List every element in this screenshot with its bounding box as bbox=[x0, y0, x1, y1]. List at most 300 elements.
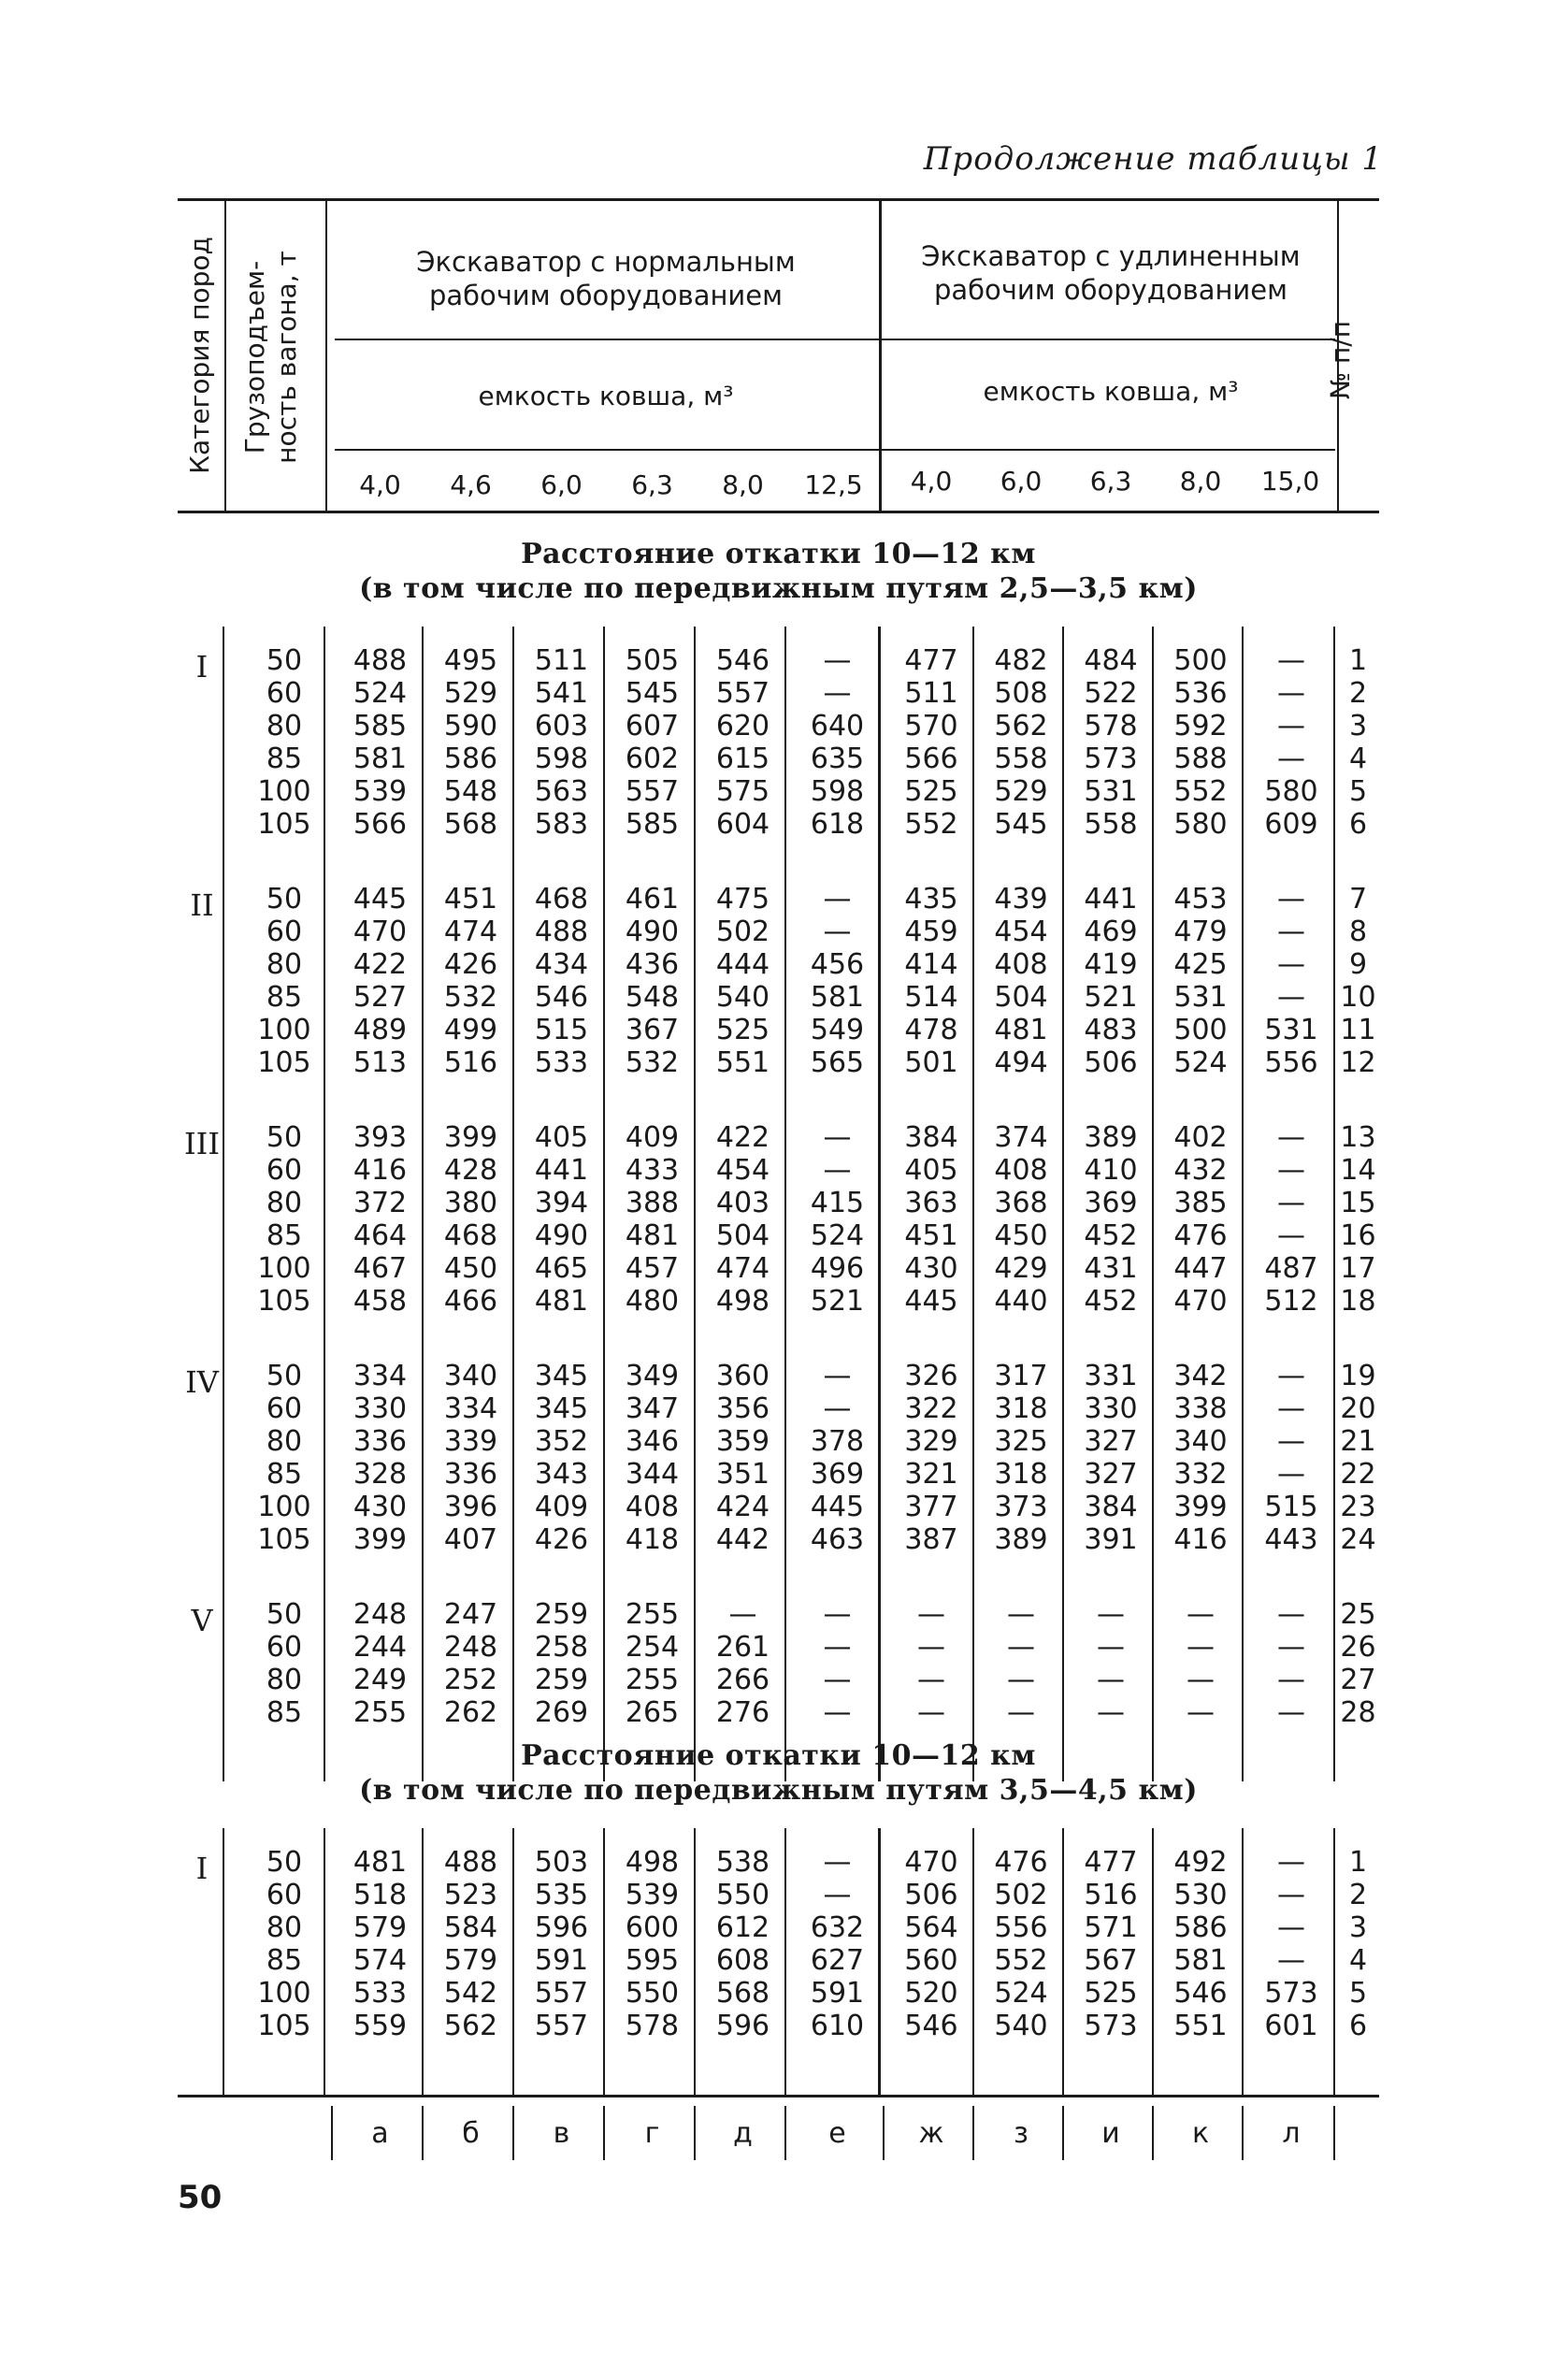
column-divider bbox=[1242, 1828, 1244, 2095]
data-cell: 399 bbox=[1173, 1491, 1228, 1523]
row-number-cell: 12 bbox=[1340, 1046, 1376, 1079]
data-cell: 545 bbox=[994, 808, 1048, 841]
data-cell: — bbox=[1277, 677, 1305, 710]
data-cell: 530 bbox=[1173, 1879, 1228, 1911]
data-cell: 586 bbox=[443, 742, 498, 775]
capacity-cell: 60 bbox=[266, 1631, 303, 1664]
data-cell: 502 bbox=[715, 915, 770, 948]
header-capacity: Грузоподъем- ность вагона, т bbox=[239, 251, 302, 464]
data-cell: — bbox=[1187, 1664, 1215, 1696]
capacity-cell: 60 bbox=[266, 1392, 303, 1425]
normal-bucket-4: 8,0 bbox=[722, 469, 764, 500]
data-cell: 441 bbox=[534, 1154, 589, 1187]
data-cell: 550 bbox=[715, 1879, 770, 1911]
data-cell: 356 bbox=[715, 1392, 770, 1425]
data-cell: 461 bbox=[625, 883, 680, 915]
data-cell: 349 bbox=[625, 1360, 680, 1392]
data-cell: 451 bbox=[443, 883, 498, 915]
data-cell: 550 bbox=[625, 1977, 680, 2010]
column-letter: б bbox=[462, 2117, 480, 2150]
data-cell: 490 bbox=[625, 915, 680, 948]
data-cell: 562 bbox=[994, 710, 1048, 742]
column-letter: а bbox=[371, 2117, 389, 2150]
row-number-cell: 17 bbox=[1340, 1252, 1376, 1285]
data-cell: 453 bbox=[1173, 883, 1228, 915]
data-cell: 332 bbox=[1173, 1458, 1228, 1491]
data-cell: 444 bbox=[715, 948, 770, 981]
data-cell: — bbox=[823, 1664, 852, 1696]
data-cell: 476 bbox=[994, 1846, 1048, 1879]
capacity-cell: 85 bbox=[266, 981, 303, 1014]
column-letter-divider bbox=[1152, 2106, 1154, 2160]
column-letter-divider bbox=[331, 2106, 333, 2160]
data-cell: 419 bbox=[1084, 948, 1138, 981]
data-cell: 387 bbox=[904, 1523, 958, 1556]
column-divider bbox=[512, 1828, 514, 2095]
data-cell: 409 bbox=[534, 1491, 589, 1523]
category-label: IV bbox=[185, 1364, 219, 1400]
data-cell: 568 bbox=[715, 1977, 770, 2010]
data-cell: 505 bbox=[625, 644, 680, 677]
data-cell: 328 bbox=[352, 1458, 408, 1491]
data-cell: 255 bbox=[352, 1696, 408, 1729]
data-cell: — bbox=[917, 1631, 945, 1664]
capacity-cell: 80 bbox=[266, 1911, 303, 1944]
row-number-cell: 1 bbox=[1348, 1846, 1368, 1879]
data-cell: 603 bbox=[534, 710, 589, 742]
row-number-cell: 5 bbox=[1348, 1977, 1368, 2010]
data-cell: — bbox=[1277, 1392, 1305, 1425]
capacity-cell: 85 bbox=[266, 1696, 303, 1729]
data-cell: 495 bbox=[443, 644, 498, 677]
row-number-cell: 8 bbox=[1348, 915, 1368, 948]
data-cell: 403 bbox=[715, 1187, 770, 1219]
data-cell: 523 bbox=[443, 1879, 498, 1911]
data-cell: 585 bbox=[352, 710, 408, 742]
data-cell: 244 bbox=[352, 1631, 408, 1664]
data-cell: 557 bbox=[625, 775, 680, 808]
section-2-title-line-1: Расстояние откатки 10—12 км bbox=[521, 1739, 1036, 1772]
column-divider bbox=[422, 627, 424, 1781]
data-cell: 557 bbox=[534, 1977, 589, 2010]
section-1-title-line-1: Расстояние откатки 10—12 км bbox=[521, 538, 1036, 570]
data-cell: 248 bbox=[352, 1598, 408, 1631]
data-cell: 452 bbox=[1084, 1219, 1138, 1252]
data-cell: 325 bbox=[994, 1425, 1048, 1458]
data-cell: 476 bbox=[1173, 1219, 1228, 1252]
capacity-cell: 80 bbox=[266, 1664, 303, 1696]
extended-bucket-label: емкость ковша, м³ bbox=[983, 376, 1239, 407]
column-divider bbox=[1062, 627, 1064, 1781]
data-cell: 408 bbox=[994, 1154, 1048, 1187]
row-number-cell: 2 bbox=[1348, 1879, 1368, 1911]
data-cell: 388 bbox=[625, 1187, 680, 1219]
data-cell: — bbox=[1007, 1631, 1035, 1664]
data-cell: 567 bbox=[1084, 1944, 1138, 1977]
data-cell: 479 bbox=[1173, 915, 1228, 948]
data-cell: 574 bbox=[352, 1944, 408, 1977]
data-cell: 590 bbox=[443, 710, 498, 742]
data-cell: 499 bbox=[443, 1014, 498, 1046]
data-cell: 433 bbox=[625, 1154, 680, 1187]
data-cell: 429 bbox=[994, 1252, 1048, 1285]
column-divider bbox=[784, 627, 786, 1781]
data-cell: 546 bbox=[1173, 1977, 1228, 2010]
row-number-cell: 4 bbox=[1348, 742, 1368, 775]
data-cell: 542 bbox=[443, 1977, 498, 2010]
data-cell: 575 bbox=[715, 775, 770, 808]
data-cell: 578 bbox=[1084, 710, 1138, 742]
data-cell: 540 bbox=[715, 981, 770, 1014]
data-cell: 529 bbox=[443, 677, 498, 710]
data-cell: — bbox=[823, 1360, 852, 1392]
data-cell: 503 bbox=[534, 1846, 589, 1879]
data-cell: 568 bbox=[443, 808, 498, 841]
data-cell: 352 bbox=[534, 1425, 589, 1458]
data-cell: 578 bbox=[625, 2010, 680, 2042]
normal-bucket-3: 6,3 bbox=[631, 469, 673, 500]
data-cell: 336 bbox=[443, 1458, 498, 1491]
data-cell: — bbox=[1277, 1458, 1305, 1491]
capacity-cell: 100 bbox=[257, 1252, 311, 1285]
data-cell: 467 bbox=[352, 1252, 408, 1285]
data-cell: 334 bbox=[443, 1392, 498, 1425]
data-cell: 524 bbox=[994, 1977, 1048, 2010]
data-cell: 269 bbox=[534, 1696, 589, 1729]
column-divider bbox=[324, 1828, 325, 2095]
group-normal-label: Экскаватор с нормальным рабочим оборудованием bbox=[416, 246, 796, 312]
data-cell: 373 bbox=[994, 1491, 1048, 1523]
data-cell: 321 bbox=[904, 1458, 958, 1491]
data-cell: 516 bbox=[443, 1046, 498, 1079]
data-cell: 334 bbox=[352, 1360, 408, 1392]
data-cell: 487 bbox=[1264, 1252, 1318, 1285]
data-cell: 525 bbox=[1084, 1977, 1138, 2010]
row-number-cell: 23 bbox=[1340, 1491, 1376, 1523]
data-cell: 318 bbox=[994, 1392, 1048, 1425]
data-cell: 592 bbox=[1173, 710, 1228, 742]
data-cell: 259 bbox=[534, 1664, 589, 1696]
data-cell: 418 bbox=[625, 1523, 680, 1556]
column-letter: д bbox=[733, 2117, 753, 2150]
row-number-cell: 9 bbox=[1348, 948, 1368, 981]
data-cell: 399 bbox=[352, 1523, 408, 1556]
capacity-cell: 60 bbox=[266, 677, 303, 710]
capacity-cell: 60 bbox=[266, 915, 303, 948]
data-cell: — bbox=[1277, 1664, 1305, 1696]
data-cell: 640 bbox=[810, 710, 865, 742]
data-cell: — bbox=[823, 1696, 852, 1729]
data-cell: — bbox=[1007, 1598, 1035, 1631]
data-cell: 394 bbox=[534, 1187, 589, 1219]
capacity-cell: 105 bbox=[257, 1046, 311, 1079]
row-number-cell: 14 bbox=[1340, 1154, 1376, 1187]
row-number-cell: 3 bbox=[1348, 1911, 1368, 1944]
data-cell: 556 bbox=[994, 1911, 1048, 1944]
data-cell: 490 bbox=[534, 1219, 589, 1252]
data-cell: 327 bbox=[1084, 1458, 1138, 1491]
data-cell: 610 bbox=[810, 2010, 865, 2042]
data-cell: 470 bbox=[352, 915, 408, 948]
data-cell: 506 bbox=[904, 1879, 958, 1911]
data-cell: 389 bbox=[994, 1523, 1048, 1556]
capacity-cell: 80 bbox=[266, 1425, 303, 1458]
data-cell: 488 bbox=[352, 644, 408, 677]
data-cell: 385 bbox=[1173, 1187, 1228, 1219]
data-cell: 402 bbox=[1173, 1121, 1228, 1154]
data-cell: 475 bbox=[715, 883, 770, 915]
data-cell: 548 bbox=[443, 775, 498, 808]
data-cell: 551 bbox=[1173, 2010, 1228, 2042]
data-cell: 571 bbox=[1084, 1911, 1138, 1944]
data-cell: 498 bbox=[715, 1285, 770, 1318]
category-label: I bbox=[195, 1851, 209, 1886]
column-letter-divider bbox=[883, 2106, 885, 2160]
column-letter-row bbox=[178, 2095, 1379, 2169]
data-cell: 481 bbox=[534, 1285, 589, 1318]
data-cell: 443 bbox=[1264, 1523, 1318, 1556]
data-cell: 380 bbox=[443, 1187, 498, 1219]
data-cell: 520 bbox=[904, 1977, 958, 2010]
data-cell: 327 bbox=[1084, 1425, 1138, 1458]
data-cell: 546 bbox=[534, 981, 589, 1014]
category-label: III bbox=[184, 1126, 220, 1161]
column-divider bbox=[1242, 627, 1244, 1781]
data-cell: 541 bbox=[534, 677, 589, 710]
data-cell: 409 bbox=[625, 1121, 680, 1154]
row-number-cell: 28 bbox=[1340, 1696, 1376, 1729]
data-cell: 531 bbox=[1173, 981, 1228, 1014]
data-cell: — bbox=[917, 1664, 945, 1696]
data-cell: 557 bbox=[715, 677, 770, 710]
data-cell: 391 bbox=[1084, 1523, 1138, 1556]
data-cell: 377 bbox=[904, 1491, 958, 1523]
data-cell: 581 bbox=[1173, 1944, 1228, 1977]
row-number-cell: 22 bbox=[1340, 1458, 1376, 1491]
data-cell: 330 bbox=[1084, 1392, 1138, 1425]
capacity-cell: 60 bbox=[266, 1154, 303, 1187]
data-cell: 557 bbox=[534, 2010, 589, 2042]
data-cell: 458 bbox=[352, 1285, 408, 1318]
data-cell: 524 bbox=[1173, 1046, 1228, 1079]
data-cell: 484 bbox=[1084, 644, 1138, 677]
data-cell: — bbox=[1277, 883, 1305, 915]
data-cell: — bbox=[1097, 1631, 1125, 1664]
capacity-cell: 100 bbox=[257, 775, 311, 808]
data-cell: 258 bbox=[534, 1631, 589, 1664]
data-cell: — bbox=[1277, 1631, 1305, 1664]
data-cell: — bbox=[917, 1598, 945, 1631]
capacity-cell: 50 bbox=[266, 1846, 303, 1879]
data-cell: — bbox=[1277, 1846, 1305, 1879]
data-cell: — bbox=[1007, 1664, 1035, 1696]
header-category: Категория пород bbox=[184, 237, 215, 474]
data-cell: 454 bbox=[994, 915, 1048, 948]
row-number-cell: 19 bbox=[1340, 1360, 1376, 1392]
data-cell: 596 bbox=[534, 1911, 589, 1944]
data-cell: 579 bbox=[443, 1944, 498, 1977]
column-letter-divider bbox=[1333, 2106, 1335, 2160]
capacity-cell: 105 bbox=[257, 1285, 311, 1318]
data-cell: — bbox=[823, 883, 852, 915]
data-cell: 326 bbox=[904, 1360, 958, 1392]
data-cell: 591 bbox=[534, 1944, 589, 1977]
column-letter: к bbox=[1191, 2117, 1210, 2150]
column-divider bbox=[1062, 1828, 1064, 2095]
column-divider bbox=[603, 627, 605, 1781]
data-cell: 488 bbox=[443, 1846, 498, 1879]
data-cell: 360 bbox=[715, 1360, 770, 1392]
data-cell: 546 bbox=[904, 2010, 958, 2042]
data-cell: 408 bbox=[994, 948, 1048, 981]
data-cell: 539 bbox=[625, 1879, 680, 1911]
data-cell: 481 bbox=[625, 1219, 680, 1252]
data-cell: 516 bbox=[1084, 1879, 1138, 1911]
data-cell: 618 bbox=[810, 808, 865, 841]
data-cell: — bbox=[1277, 1425, 1305, 1458]
row-number-cell: 26 bbox=[1340, 1631, 1376, 1664]
row-number-cell: 2 bbox=[1348, 677, 1368, 710]
data-cell: 442 bbox=[715, 1523, 770, 1556]
data-cell: 469 bbox=[1084, 915, 1138, 948]
data-cell: 445 bbox=[904, 1285, 958, 1318]
data-cell: 608 bbox=[715, 1944, 770, 1977]
data-cell: — bbox=[823, 1121, 852, 1154]
data-cell: 346 bbox=[625, 1425, 680, 1458]
data-cell: 430 bbox=[352, 1491, 408, 1523]
data-cell: 343 bbox=[534, 1458, 589, 1491]
data-cell: 579 bbox=[352, 1911, 408, 1944]
data-cell: 504 bbox=[994, 981, 1048, 1014]
row-number-cell: 15 bbox=[1340, 1187, 1376, 1219]
data-cell: 470 bbox=[1173, 1285, 1228, 1318]
category-label: V bbox=[191, 1603, 213, 1638]
data-cell: 342 bbox=[1173, 1360, 1228, 1392]
data-cell: 580 bbox=[1264, 775, 1318, 808]
data-cell: 581 bbox=[810, 981, 865, 1014]
capacity-cell: 105 bbox=[257, 2010, 311, 2042]
extended-bucket-2: 6,3 bbox=[1089, 466, 1132, 497]
extended-bucket-0: 4,0 bbox=[910, 466, 953, 497]
data-cell: 540 bbox=[994, 2010, 1048, 2042]
data-cell: 556 bbox=[1264, 1046, 1318, 1079]
data-cell: 393 bbox=[352, 1121, 408, 1154]
data-cell: 635 bbox=[810, 742, 865, 775]
capacity-cell: 80 bbox=[266, 948, 303, 981]
data-cell: 330 bbox=[352, 1392, 408, 1425]
data-cell: 276 bbox=[715, 1696, 770, 1729]
data-cell: 259 bbox=[534, 1598, 589, 1631]
data-cell: 513 bbox=[352, 1046, 408, 1079]
header-divider-2 bbox=[325, 198, 327, 513]
data-cell: — bbox=[1097, 1696, 1125, 1729]
data-cell: — bbox=[1277, 1696, 1305, 1729]
data-cell: 532 bbox=[625, 1046, 680, 1079]
capacity-cell: 85 bbox=[266, 742, 303, 775]
header-divider-1 bbox=[224, 198, 226, 513]
row-number-cell: 7 bbox=[1348, 883, 1368, 915]
column-letter: в bbox=[553, 2117, 570, 2150]
data-cell: 450 bbox=[443, 1252, 498, 1285]
row-number-cell: 6 bbox=[1348, 2010, 1368, 2042]
capacity-cell: 50 bbox=[266, 644, 303, 677]
column-letter-divider bbox=[422, 2106, 424, 2160]
column-letter: и bbox=[1101, 2117, 1120, 2150]
data-cell: 496 bbox=[810, 1252, 865, 1285]
data-cell: — bbox=[823, 677, 852, 710]
row-number-cell: 25 bbox=[1340, 1598, 1376, 1631]
data-cell: 416 bbox=[352, 1154, 408, 1187]
page-number: 50 bbox=[178, 2179, 223, 2216]
capacity-cell: 85 bbox=[266, 1458, 303, 1491]
row-number-cell: 1 bbox=[1348, 644, 1368, 677]
data-cell: 586 bbox=[1173, 1911, 1228, 1944]
capacity-cell: 50 bbox=[266, 1598, 303, 1631]
data-cell: 345 bbox=[534, 1392, 589, 1425]
data-cell: 439 bbox=[994, 883, 1048, 915]
data-cell: 336 bbox=[352, 1425, 408, 1458]
data-cell: 359 bbox=[715, 1425, 770, 1458]
data-cell: — bbox=[823, 1631, 852, 1664]
column-letter-divider bbox=[694, 2106, 696, 2160]
capacity-cell: 100 bbox=[257, 1977, 311, 2010]
header-bottom-rule bbox=[178, 511, 1379, 513]
capacity-cell: 85 bbox=[266, 1219, 303, 1252]
data-cell: 468 bbox=[443, 1219, 498, 1252]
capacity-cell: 50 bbox=[266, 1360, 303, 1392]
data-cell: 535 bbox=[534, 1879, 589, 1911]
data-cell: 566 bbox=[352, 808, 408, 841]
data-cell: 478 bbox=[904, 1014, 958, 1046]
data-cell: 445 bbox=[352, 883, 408, 915]
data-cell: 468 bbox=[534, 883, 589, 915]
data-cell: — bbox=[1277, 1154, 1305, 1187]
data-cell: 430 bbox=[904, 1252, 958, 1285]
data-cell: 428 bbox=[443, 1154, 498, 1187]
data-cell: — bbox=[1097, 1598, 1125, 1631]
data-cell: 262 bbox=[443, 1696, 498, 1729]
column-divider bbox=[1333, 1828, 1335, 2095]
capacity-cell: 85 bbox=[266, 1944, 303, 1977]
data-cell: — bbox=[917, 1696, 945, 1729]
data-cell: 340 bbox=[1173, 1425, 1228, 1458]
row-number-cell: 20 bbox=[1340, 1392, 1376, 1425]
data-cell: — bbox=[1277, 1944, 1305, 1977]
data-cell: — bbox=[1007, 1696, 1035, 1729]
group-extended-label: Экскаватор с удлиненным рабочим оборудованием bbox=[921, 240, 1301, 307]
section-1-title-line-2: (в том числе по передвижным путям 2,5—3,5 км) bbox=[359, 572, 1198, 605]
column-letter: л bbox=[1282, 2117, 1301, 2150]
data-cell: 601 bbox=[1264, 2010, 1318, 2042]
data-cell: 454 bbox=[715, 1154, 770, 1187]
column-divider bbox=[1333, 627, 1335, 1781]
data-cell: 432 bbox=[1173, 1154, 1228, 1187]
data-cell: 369 bbox=[1084, 1187, 1138, 1219]
data-cell: 436 bbox=[625, 948, 680, 981]
data-cell: — bbox=[1277, 1360, 1305, 1392]
data-cell: 511 bbox=[534, 644, 589, 677]
data-cell: 416 bbox=[1173, 1523, 1228, 1556]
data-cell: 521 bbox=[810, 1285, 865, 1318]
column-divider bbox=[324, 627, 325, 1781]
data-cell: 410 bbox=[1084, 1154, 1138, 1187]
data-cell: — bbox=[823, 1154, 852, 1187]
data-cell: 522 bbox=[1084, 677, 1138, 710]
data-cell: 573 bbox=[1084, 2010, 1138, 2042]
data-cell: 374 bbox=[994, 1121, 1048, 1154]
data-cell: 249 bbox=[352, 1664, 408, 1696]
data-cell: 531 bbox=[1264, 1014, 1318, 1046]
